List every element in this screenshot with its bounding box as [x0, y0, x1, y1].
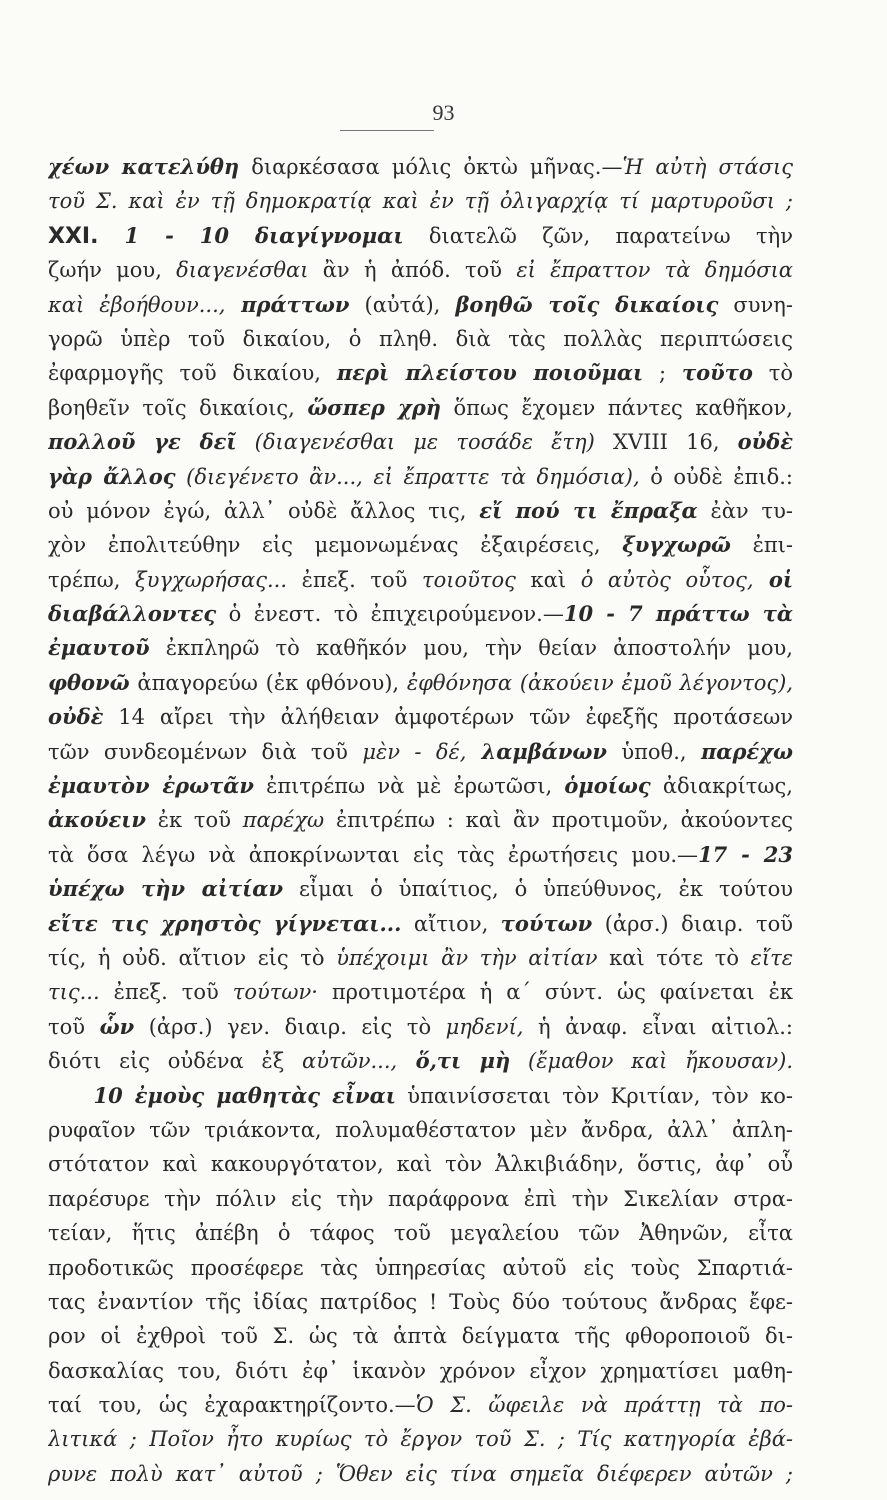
emphasized-text: 10 ἐμοὺς μαθητὰς εἶναι	[93, 1082, 396, 1108]
text-segment: ὑποθ.,	[606, 739, 701, 764]
emphasized-text: εἰ ἔπραττον τὰ δημόσια	[516, 258, 793, 283]
text-segment: (ἀρσ.) διαιρ. τοῦ	[592, 911, 793, 936]
text-segment: βοηθεῖν τοῖς δικαίοις,	[48, 395, 308, 420]
text-segment: ρον οἱ ἐχθροὶ τοῦ Σ. ὡς τὰ ἁπτὰ δείγματα τῆς φθοροποιοῦ δι-	[48, 1324, 793, 1349]
section-heading: XXI.	[48, 223, 99, 249]
emphasized-text: τις...	[48, 980, 100, 1005]
emphasized-text: τούτων·	[232, 980, 318, 1005]
text-segment: ;	[643, 361, 682, 386]
text-segment: τας ἐναντίον τῆς ἰδίας πατρίδος ! Τοὺς δύο τούτους ἄνδρας ἔφε-	[48, 1289, 793, 1314]
text-segment: ὅπως ἔχομεν πάντες καθῆκον,	[441, 395, 793, 420]
body-text	[48, 150, 793, 1491]
text-segment: εἶμαι ὁ ὑπαίτιος, ὁ ὑπεύθυνος, ἐκ τούτου	[283, 877, 793, 902]
emphasized-text: λιτικά ; Ποῖον ἦτο κυρίως τὸ ἔργον τοῦ Σ. ; Τίς κατηγορία ἐβά-	[48, 1427, 793, 1452]
text-segment: ρυφαῖον τῶν τριάκοντα, πολυμαθέστατον μὲν ἄνδρα, ἀλλ᾽ ἀπλη-	[48, 1117, 793, 1142]
text-segment: ὑπαινίσσεται τὸν Κριτίαν, τὸν κο-	[395, 1083, 793, 1108]
text-segment: (αὐτά),	[349, 292, 456, 317]
emphasized-text: ὁ αὐτὸς οὗτος,	[580, 567, 754, 592]
emphasized-text: εἴ πού τι ἔπραξα	[479, 497, 698, 523]
text-segment: ἐκ τοῦ	[145, 808, 243, 833]
emphasized-text: αὐτῶν...,	[302, 1049, 398, 1074]
text-line	[48, 322, 793, 356]
text-line	[48, 1044, 793, 1078]
text-segment: ἐπεξ. τοῦ	[287, 567, 423, 592]
text-line	[48, 941, 793, 975]
text-segment: προδοτικῶς προσέφερε τὰς ὑπηρεσίας αὐτοῦ εἰς τοὺς Σπαρτιά-	[48, 1255, 793, 1280]
emphasized-text: παρέχω	[242, 808, 325, 833]
text-segment: ἐπεξ. τοῦ	[99, 980, 233, 1005]
text-segment: συνη-	[718, 292, 793, 317]
emphasized-text: εἴτε	[750, 945, 793, 970]
text-line	[48, 1216, 793, 1250]
text-line	[48, 872, 793, 906]
text-segment: ἀδιακρίτως,	[650, 774, 793, 799]
text-segment: γορῶ ὑπὲρ τοῦ δικαίου, ὁ πληθ. διὰ τὰς πολλὰς περιπτώσεις	[48, 326, 793, 351]
text-line	[48, 253, 793, 287]
text-line	[48, 907, 793, 941]
emphasized-text: Ὁ Σ. ὤφειλε νὰ πράττῃ τὰ πο-	[415, 1393, 793, 1418]
emphasized-text: ὁμοίως	[564, 773, 651, 799]
emphasized-text: καὶ ἐβοήθουν...,	[48, 292, 226, 317]
emphasized-text: (διεγένετο ἂν..., εἰ ἔπραττε τὰ δημόσια),	[175, 464, 640, 489]
emphasized-text: (διαγενέσθαι με τοσάδε ἔτη)	[236, 430, 595, 455]
emphasized-text: ρυνε πολὺ κατ᾽ αὐτοῦ ; Ὅθεν εἰς τίνα σημεῖα διέφερεν αὐτῶν ;	[48, 1461, 793, 1486]
emphasized-text: πολλοῦ γε δεῖ	[48, 429, 237, 455]
emphasized-text: μὲν - δέ,	[362, 739, 467, 764]
text-line	[48, 528, 793, 562]
emphasized-text: ὑπέχω τὴν αἰτίαν	[48, 876, 284, 902]
text-line	[48, 1422, 793, 1456]
emphasized-text: Ἡ αὐτὴ στάσις	[622, 155, 793, 179]
text-line	[48, 150, 793, 184]
text-line	[48, 769, 793, 803]
text-line	[48, 666, 793, 700]
emphasized-text: τοῦ Σ. καὶ ἐν τῇ δημοκρατίᾳ καὶ ἐν τῇ ὀλιγαρχίᾳ τί μαρτυροῦσι ;	[48, 189, 793, 214]
text-line	[48, 1457, 793, 1491]
emphasized-text: ὧν	[99, 1013, 135, 1039]
text-segment: οὐ μόνον ἐγώ, ἀλλ᾽ οὐδὲ ἄλλος τις,	[48, 498, 480, 523]
text-segment: ἡ ἀναφ. εἶναι αἰτιολ.:	[523, 1014, 793, 1039]
text-line	[48, 494, 793, 528]
text-segment: ἐκπληρῶ τὸ καθῆκόν μου, τὴν θείαν ἀποστολήν μου,	[149, 636, 793, 661]
emphasized-text: ὅ,τι μὴ	[397, 1048, 511, 1074]
text-line	[48, 735, 793, 769]
text-line	[48, 391, 793, 425]
text-segment: χὸν ἐπολιτεύθην εἰς μεμονωμένας ἐξαιρέσεις,	[48, 533, 623, 558]
text-line	[48, 803, 793, 837]
text-segment: ὁ οὐδὲ ἐπιδ.:	[639, 464, 793, 489]
emphasized-text: περὶ πλείστου ποιοῦμαι	[336, 360, 644, 386]
text-segment: αἴτιον,	[401, 911, 501, 936]
emphasized-text: ἐμαυτοῦ	[48, 635, 150, 661]
text-segment: τὸ	[752, 361, 793, 386]
emphasized-text: λαμβάνων	[466, 738, 607, 764]
emphasized-text: 1 - 10 διαγίγνομαι	[98, 222, 404, 248]
emphasized-text: ξυγχωρήσας...	[135, 567, 288, 592]
text-line	[48, 1319, 793, 1353]
text-line	[48, 1354, 793, 1388]
text-segment: ἐφαρμογῆς τοῦ δικαίου,	[48, 361, 337, 386]
emphasized-text: βοηθῶ τοῖς δικαίοις	[455, 291, 719, 317]
emphasized-text: ἀκούειν	[48, 807, 146, 833]
emphasized-text: διαβάλλοντες	[48, 601, 217, 627]
text-segment: ἐπιτρέπω νὰ μὲ ἐρωτῶσι,	[253, 774, 565, 799]
text-segment: τρέπω,	[48, 567, 136, 592]
text-segment: παρέσυρε τὴν πόλιν εἰς τὴν παράφρονα ἐπὶ τὴν Σικελίαν στρα-	[48, 1186, 793, 1211]
text-line	[48, 1010, 793, 1044]
emphasized-text: πράττων	[225, 291, 350, 317]
text-segment: διαρκέσασα μόλις ὀκτὼ μῆνας.—	[239, 155, 623, 179]
text-line	[48, 425, 793, 459]
text-segment: ταί του, ὡς ἐχαρακτηρίζοντο.—	[48, 1393, 416, 1418]
text-segment: ἐπι-	[730, 533, 793, 558]
text-segment: (ἀρσ.) γεν. διαιρ. εἰς τὸ	[134, 1014, 446, 1039]
text-line	[48, 219, 793, 253]
text-segment: τῶν συνδεομένων διὰ τοῦ	[48, 739, 363, 764]
text-segment: ἐπιτρέπω : καὶ ἂν προτιμοῦν, ἀκούοντες	[324, 808, 793, 833]
text-line	[48, 460, 793, 494]
emphasized-text: ξυγχωρῶ	[622, 532, 731, 558]
text-segment: καὶ τότε τὸ	[597, 945, 751, 970]
text-line	[48, 288, 793, 322]
emphasized-text: ὑπέχοιμι ἂν τὴν αἰτίαν	[336, 945, 598, 970]
emphasized-text: 10 - 7 πράττω τὰ	[563, 601, 793, 627]
text-segment: τοῦ	[48, 1014, 100, 1039]
text-line	[48, 1079, 793, 1113]
text-line	[48, 838, 793, 872]
text-segment	[48, 1084, 93, 1108]
emphasized-text: φθονῶ	[48, 669, 130, 695]
emphasized-text: ὥσπερ χρὴ	[307, 394, 442, 420]
emphasized-text: ἐφθόνησα (ἀκούειν ἐμοῦ λέγοντος),	[406, 670, 793, 695]
emphasized-text: οὐδὲ	[48, 704, 104, 730]
text-line	[48, 597, 793, 631]
emphasized-text: οὐδὲ	[737, 429, 793, 455]
emphasized-text: διαγενέσθαι	[176, 258, 309, 283]
text-line	[48, 184, 793, 218]
emphasized-text: οἱ	[753, 566, 793, 592]
emphasized-text: χέων κατελύθη	[48, 154, 240, 179]
text-line	[48, 1251, 793, 1285]
text-line	[48, 1388, 793, 1422]
text-line	[48, 356, 793, 390]
text-segment: ἐὰν τυ-	[697, 498, 793, 523]
text-segment: XVIII 16,	[594, 430, 738, 455]
emphasized-text: μηδενί,	[445, 1014, 524, 1039]
text-segment: ζωήν μου,	[48, 258, 177, 283]
text-line	[48, 631, 793, 665]
emphasized-text: παρέχω	[700, 738, 793, 764]
text-segment: τείαν, ἥτις ἀπέβη ὁ τάφος τοῦ μεγαλείου τῶν Ἀθηνῶν, εἶτα	[48, 1221, 793, 1246]
text-line	[48, 1113, 793, 1147]
emphasized-text: τοῦτο	[681, 360, 753, 386]
text-line	[48, 1147, 793, 1181]
text-segment: 14 αἴρει τὴν ἀλήθειαν ἀμφοτέρων τῶν ἐφεξῆς προτάσεων	[103, 705, 793, 730]
emphasized-text: τοιοῦτος	[422, 567, 516, 592]
header-rule	[340, 130, 434, 131]
emphasized-text: τούτων	[500, 910, 593, 936]
emphasized-text: 17 - 23	[698, 841, 793, 867]
text-segment: καὶ	[515, 567, 581, 592]
text-segment: ὁ ἐνεστ. τὸ ἐπιχειρούμενον.—	[216, 602, 564, 627]
text-line	[48, 975, 793, 1009]
text-segment: δασκαλίας του, διότι ἐφ᾽ ἱκανὸν χρόνον εἶχον χρηματίσει μαθη-	[48, 1358, 793, 1383]
text-segment: προτιμοτέρα ἡ α΄ σύντ. ὡς φαίνεται ἐκ	[317, 980, 793, 1005]
text-line	[48, 700, 793, 734]
emphasized-text: εἴτε τις χρηστὸς γίγνεται...	[48, 910, 402, 936]
text-segment: ἀπαγορεύω (ἐκ φθόνου),	[129, 670, 407, 695]
text-line	[48, 1285, 793, 1319]
text-segment: στότατον καὶ κακουργότατον, καὶ τὸν Ἀλκιβιάδην, ὅστις, ἀφ᾽ οὗ	[48, 1152, 793, 1177]
text-segment: διατελῶ ζῶν, παρατείνω τὴν	[403, 223, 793, 248]
text-segment: ἂν ἡ ἀπόδ. τοῦ	[308, 258, 517, 283]
text-line	[48, 563, 793, 597]
page-number: 93	[432, 100, 455, 125]
emphasized-text: (ἔμαθον καὶ ἤκουσαν).	[510, 1049, 793, 1074]
emphasized-text: γὰρ ἄλλος	[48, 463, 176, 489]
text-segment: τίς, ἡ οὐδ. αἴτιον εἰς τὸ	[48, 945, 337, 970]
text-line	[48, 1182, 793, 1216]
emphasized-text: ἐμαυτὸν ἐρωτᾶν	[48, 773, 254, 799]
text-segment: τὰ ὅσα λέγω νὰ ἀποκρίνωνται εἰς τὰς ἐρωτήσεις μου.—	[48, 842, 699, 867]
text-segment: διότι εἰς οὐδένα ἐξ	[48, 1049, 303, 1074]
